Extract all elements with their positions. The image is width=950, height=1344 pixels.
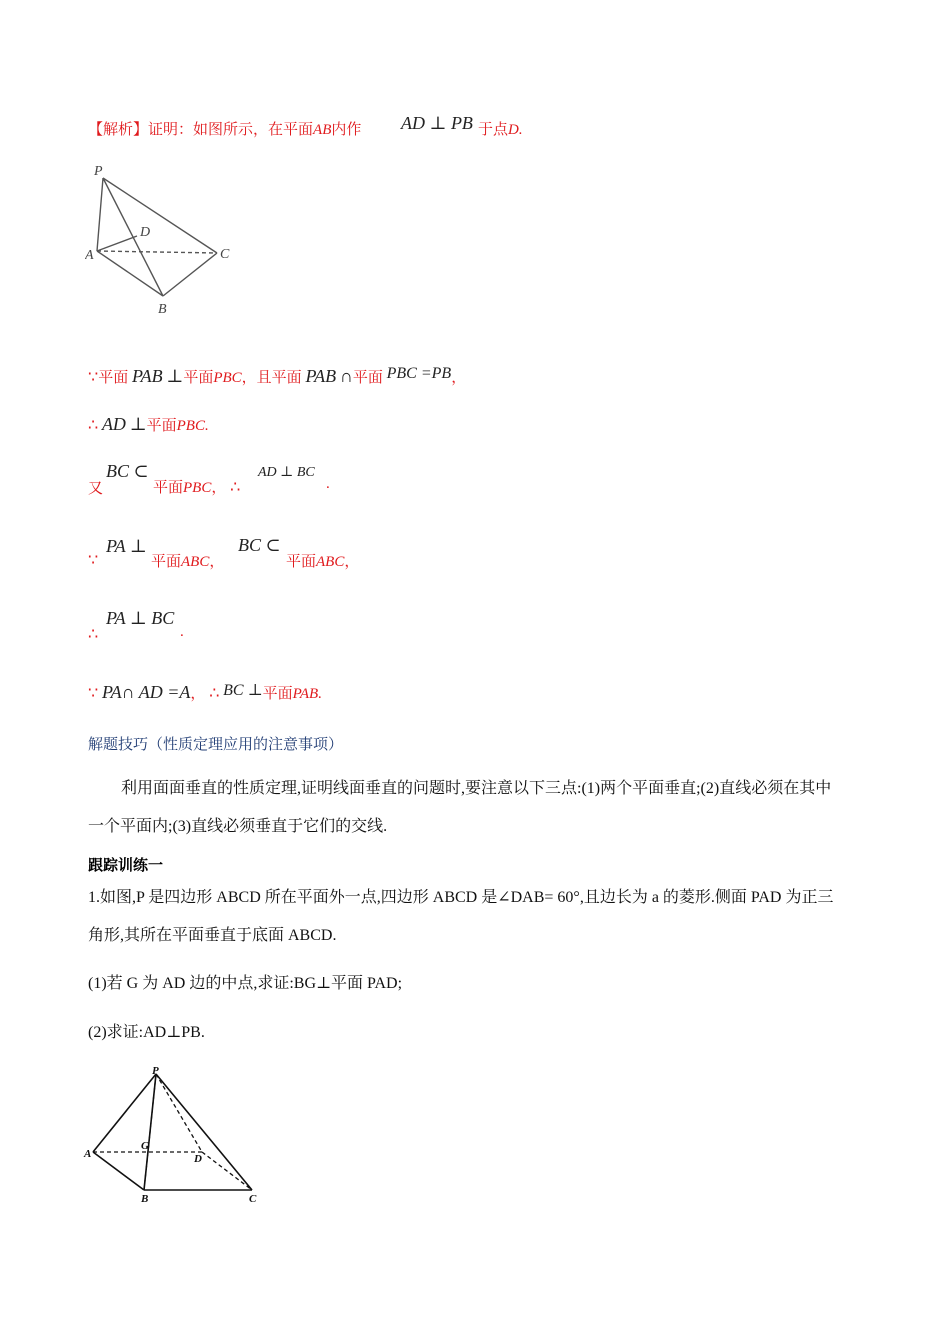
fig1-label-d: D	[140, 225, 151, 240]
question-line1: 1.如图,P 是四边形 ABCD 所在平面外一点,四边形 ABCD 是∠DAB= 60°,且边长为 a 的菱形.侧面 PAD 为正三	[88, 889, 834, 906]
fig2-label-c: C	[249, 1193, 257, 1205]
fig1-label-b: B	[158, 302, 167, 317]
step-5-dot: .	[180, 624, 184, 640]
plane-word: 平面	[151, 554, 182, 570]
plane-word: 平面	[146, 418, 177, 434]
analysis-plane-ab: AB	[313, 122, 332, 138]
plane-word: 平面	[352, 370, 383, 386]
perp-symbol: ⊥	[166, 366, 184, 386]
because-symbol: ∵	[88, 369, 99, 386]
fig2-label-d: D	[194, 1153, 202, 1165]
math-pab: PAB	[131, 366, 163, 386]
step-5-therefore: ∴	[88, 626, 99, 643]
and-text: ，且平面	[241, 370, 302, 386]
fig2-label-g: G	[141, 1140, 149, 1152]
edge-ab	[97, 251, 163, 296]
math-bc: BC	[238, 535, 262, 555]
plane-word: 平面	[262, 686, 293, 702]
analysis-prefix: 证明：如图所示，在平面	[148, 122, 314, 138]
analysis-math-adpb	[401, 113, 473, 134]
point-d: D.	[508, 122, 523, 138]
plane-word: 平面	[183, 370, 214, 386]
step-4-plane-abc-2	[286, 550, 359, 571]
tip-body-line2: 一个平面内;(3)直线必须垂直于它们的交线.	[88, 818, 388, 835]
analysis-bracket: 【解析】	[88, 122, 149, 138]
edge-bc	[163, 253, 217, 296]
step-3-again: 又	[88, 481, 104, 497]
comma: ，	[211, 480, 227, 496]
math-bc-perp: BC ⊥	[223, 682, 263, 699]
step-5-math-pa-bc: PA ⊥ BC	[106, 608, 175, 628]
plane-word: 平面	[286, 554, 317, 570]
fig1-label-c: C	[220, 247, 230, 262]
step-4-math-bc	[238, 535, 281, 556]
subset-symbol: ⊂	[265, 535, 281, 555]
step-3-math-ad-bc: AD ⊥ BC	[258, 465, 315, 480]
plane-pab: PAB.	[292, 686, 322, 702]
plane-pbc: PBC	[183, 480, 212, 496]
edge-dc-dashed	[202, 1152, 252, 1190]
fig2-label-a: A	[84, 1148, 92, 1160]
practice-heading: 跟踪训练一	[88, 858, 164, 874]
because-symbol: ∵	[88, 685, 99, 702]
plane-abc: ABC	[181, 554, 210, 570]
plane-word: 平面	[98, 370, 129, 386]
math-pa-cap-ad: PA∩ AD =A	[101, 682, 191, 702]
step-2	[88, 414, 209, 435]
comma: ，	[451, 370, 467, 386]
step-4-plane-abc	[151, 550, 224, 571]
fig1-label-a: A	[85, 248, 94, 263]
fig1-label-p: P	[94, 164, 103, 179]
edge-ab	[93, 1152, 144, 1190]
edge-pc	[156, 1074, 252, 1190]
question-line2: 角形,其所在平面垂直于底面 ABCD.	[88, 927, 337, 944]
question-part2: (2)求证:AD⊥PB.	[88, 1024, 205, 1041]
analysis-suffix	[478, 118, 523, 139]
question-part1: (1)若 G 为 AD 边的中点,求证:BG⊥平面 PAD;	[88, 975, 403, 992]
plane-pbc: PBC	[213, 370, 242, 386]
edge-ac-dashed	[97, 251, 217, 253]
comma: ，	[209, 554, 225, 570]
step-4-math-pa	[106, 536, 147, 557]
therefore-symbol: ∴	[230, 479, 241, 496]
step-4-because: ∵	[88, 552, 99, 569]
fig2-label-p: P	[152, 1065, 159, 1077]
math-pb: PB	[450, 113, 473, 133]
step-1	[88, 366, 466, 387]
plane-abc: ABC	[316, 554, 345, 570]
cap-symbol: ∩	[339, 366, 353, 386]
math-bc: BC	[106, 461, 130, 481]
comma: ，	[344, 554, 360, 570]
tip-title: 解题技巧（性质定理应用的注意事项）	[88, 737, 344, 753]
perp-symbol: ⊥	[129, 414, 147, 434]
edge-pd-dashed	[156, 1074, 202, 1152]
step-3-dot: .	[326, 476, 330, 492]
step-3-math-bc	[106, 461, 149, 482]
figure-pyramid	[82, 1062, 272, 1212]
math-pbc-eq-pb: PBC =PB	[386, 365, 452, 382]
tip-body-line1: 利用面面垂直的性质定理,证明线面垂直的问题时,要注意以下三点:(1)两个平面垂直;(2)直线必须在其中	[121, 780, 832, 797]
therefore-symbol: ∴	[209, 685, 220, 702]
math-pab-2: PAB	[305, 366, 337, 386]
perp-symbol: ⊥	[429, 113, 447, 133]
plane-word: 平面	[153, 480, 184, 496]
edge-pa	[97, 178, 103, 251]
math-pa: PA	[106, 536, 126, 556]
subset-symbol: ⊂	[133, 461, 149, 481]
fig2-label-b: B	[141, 1193, 149, 1205]
comma: ，	[190, 686, 206, 702]
figure-tetrahedron	[85, 158, 245, 323]
plane-pbc: PBC.	[176, 418, 209, 434]
step-3-rest	[153, 476, 240, 497]
therefore-symbol: ∴	[88, 417, 99, 434]
perp-symbol: ⊥	[129, 536, 147, 556]
step-6	[88, 682, 322, 703]
suffix-text: 于点	[478, 122, 509, 138]
math-ad: AD	[101, 414, 126, 434]
analysis-mid: 内作	[331, 122, 362, 138]
edge-ad	[97, 236, 137, 251]
analysis-intro-line	[88, 118, 361, 139]
math-ad: AD	[401, 113, 425, 133]
